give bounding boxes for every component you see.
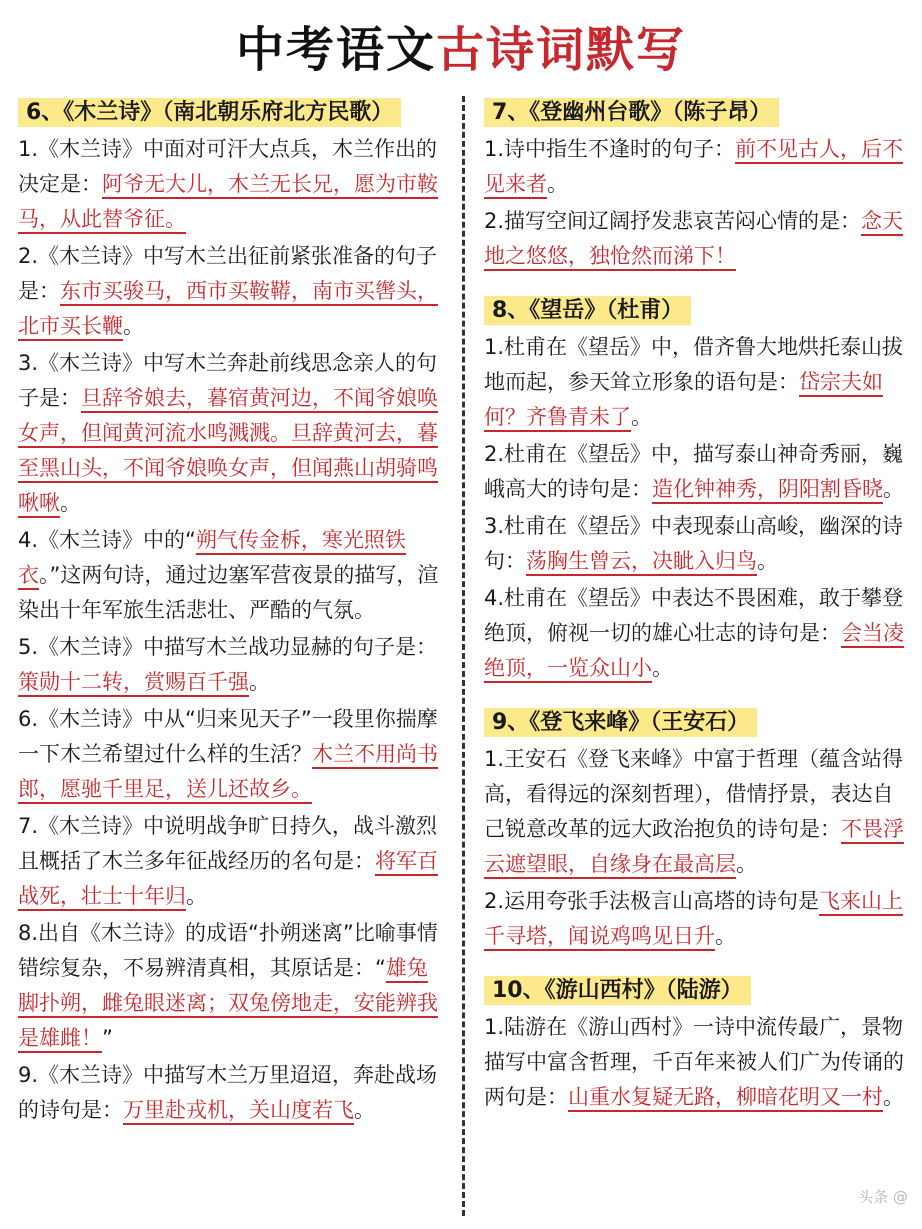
question-item bbox=[484, 437, 904, 507]
question-text: 1.《木兰诗》中面对可汗大点兵，木兰作出的决定是： bbox=[18, 137, 438, 196]
section-heading-row bbox=[484, 294, 904, 328]
question-item bbox=[484, 330, 904, 435]
page-title bbox=[0, 18, 922, 82]
question-item bbox=[484, 509, 904, 579]
question-tail: 。 bbox=[249, 670, 270, 694]
question-text: 1.陆游在《游山西村》一诗中流传最广，景物描写中富含哲理，千百年来被人们广为传诵的两句是： bbox=[484, 1015, 904, 1109]
question-tail: 。 bbox=[883, 477, 904, 501]
title-black: 中考语文 bbox=[235, 22, 436, 78]
question-item bbox=[18, 523, 440, 628]
answer-text: 策勋十二转，赏赐百千强 bbox=[18, 670, 249, 694]
title-red: 古诗词默写 bbox=[436, 22, 687, 78]
section-heading-row bbox=[484, 974, 904, 1008]
question-text: 2.《木兰诗》中写木兰出征前紧张准备的句子是： bbox=[18, 244, 438, 303]
left-column bbox=[18, 96, 440, 1148]
question-item bbox=[18, 916, 440, 1056]
question-tail: 。 bbox=[652, 656, 673, 680]
question-tail: 。 bbox=[631, 405, 652, 429]
question-item bbox=[484, 1010, 904, 1115]
question-item bbox=[18, 132, 440, 237]
question-tail: 。 bbox=[60, 491, 81, 515]
question-tail: 。 bbox=[186, 884, 207, 908]
answer-text: 飞来山上千寻塔，闻说鸡鸣见日升 bbox=[484, 889, 904, 948]
question-text: 4.杜甫在《望岳》中表达不畏困难，敢于攀登绝顶，俯视一切的雄心壮志的诗句是： bbox=[484, 586, 904, 645]
question-item bbox=[18, 809, 440, 914]
question-item bbox=[484, 204, 904, 274]
question-text: 6.《木兰诗》中从“归来见天子”一段里你揣摩一下木兰希望过什么样的生活？ bbox=[18, 707, 438, 766]
question-tail: 。 bbox=[883, 1085, 904, 1109]
answer-text: 不畏浮云遮望眼，自缘身在最高层 bbox=[484, 817, 904, 876]
answer-text: 雄兔脚扑朔，雌兔眼迷离；双兔傍地走，安能辨我是雄雌！ bbox=[18, 956, 438, 1050]
poem-section bbox=[484, 706, 904, 954]
question-text: 1.杜甫在《望岳》中，借齐鲁大地烘托泰山拔地而起，参天耸立形象的语句是： bbox=[484, 335, 904, 394]
question-tail: ” bbox=[102, 1026, 113, 1050]
answer-text: 木兰不用尚书郎，愿驰千里足，送儿还故乡。 bbox=[18, 742, 438, 801]
section-heading: 9、《登飞来峰》（王安石） bbox=[484, 708, 757, 737]
answer-text: 旦辞爷娘去，暮宿黄河边，不闻爷娘唤女声，但闻黄河流水鸣溅溅。旦辞黄河去，暮至黑山头，不闻爷娘唤女声，但闻燕山胡骑鸣啾啾 bbox=[18, 386, 438, 515]
poem-section bbox=[484, 294, 904, 686]
question-item bbox=[484, 581, 904, 686]
question-item bbox=[18, 346, 440, 521]
question-text: 3.杜甫在《望岳》中表现泰山高峻，幽深的诗句： bbox=[484, 514, 904, 573]
answer-text: 岱宗夫如何？齐鲁青未了 bbox=[484, 370, 883, 429]
answer-text: 念天地之悠悠，独怆然而涕下！ bbox=[484, 209, 904, 268]
answer-text: 万里赴戎机，关山度若飞 bbox=[123, 1098, 354, 1122]
question-item bbox=[484, 884, 904, 954]
question-text: 7.《木兰诗》中说明战争旷日持久，战斗激烈且概括了木兰多年征战经历的名句是： bbox=[18, 814, 438, 873]
answer-text: 朔气传金柝，寒光照铁衣 bbox=[18, 528, 406, 587]
answer-text: 东市买骏马，西市买鞍鞯，南市买辔头，北市买长鞭 bbox=[18, 279, 438, 338]
poem-section bbox=[18, 96, 440, 1128]
question-item bbox=[484, 742, 904, 882]
question-item bbox=[18, 702, 440, 807]
question-tail: 。 bbox=[736, 852, 757, 876]
question-item bbox=[18, 1058, 440, 1128]
question-text: 1.王安石《登飞来峰》中富于哲理（蕴含站得高，看得远的深刻哲理），借情抒景，表达自己锐意改革的远大政治抱负的诗句是： bbox=[484, 747, 904, 841]
question-tail: 。 bbox=[715, 924, 736, 948]
section-heading-row bbox=[18, 96, 440, 130]
question-tail: 。 bbox=[547, 172, 568, 196]
question-text: 2.杜甫在《望岳》中，描写泰山神奇秀丽，巍峨高大的诗句是： bbox=[484, 442, 904, 501]
section-heading: 6、《木兰诗》（南北朝乐府北方民歌） bbox=[18, 98, 401, 127]
question-tail: 。”这两句诗，通过边塞军营夜景的描写，渲染出十年军旅生活悲壮、严酷的气氛。 bbox=[18, 563, 439, 622]
question-tail: 。 bbox=[123, 314, 144, 338]
question-item bbox=[484, 132, 904, 202]
question-text: 8.出自《木兰诗》的成语“扑朔迷离”比喻事情错综复杂，不易辨清真相，其原话是：“ bbox=[18, 921, 438, 980]
poem-section bbox=[484, 974, 904, 1115]
section-heading: 10、《游山西村》（陆游） bbox=[484, 976, 751, 1005]
question-tail: 。 bbox=[354, 1098, 375, 1122]
answer-text: 山重水复疑无路，柳暗花明又一村 bbox=[568, 1085, 883, 1109]
answer-text: 将军百战死，壮士十年归 bbox=[18, 849, 438, 908]
question-text: 1.诗中指生不逢时的句子： bbox=[484, 137, 736, 161]
answer-text: 前不见古人，后不见来者 bbox=[484, 137, 904, 196]
right-column bbox=[484, 96, 904, 1135]
section-heading-row bbox=[484, 706, 904, 740]
answer-text: 会当凌绝顶，一览众山小 bbox=[484, 621, 904, 680]
question-tail: 。 bbox=[757, 549, 778, 573]
answer-text: 造化钟神秀，阴阳割昏晓 bbox=[652, 477, 883, 501]
watermark: 头条 @ bbox=[858, 1188, 908, 1206]
question-item bbox=[18, 630, 440, 700]
question-text: 5.《木兰诗》中描写木兰战功显赫的句子是： bbox=[18, 635, 438, 659]
section-heading: 8、《望岳》（杜甫） bbox=[484, 296, 691, 325]
question-text: 2.描写空间辽阔抒发悲哀苦闷心情的是： bbox=[484, 209, 862, 233]
section-heading: 7、《登幽州台歌》（陈子昂） bbox=[484, 98, 779, 127]
section-heading-row bbox=[484, 96, 904, 130]
answer-text: 阿爷无大儿，木兰无长兄，愿为市鞍马，从此替爷征。 bbox=[18, 172, 438, 231]
column-divider bbox=[462, 96, 465, 1216]
question-text: 4.《木兰诗》中的“ bbox=[18, 528, 196, 552]
answer-text: 荡胸生曾云，决眦入归鸟 bbox=[526, 549, 757, 573]
question-text: 3.《木兰诗》中写木兰奔赴前线思念亲人的句子是： bbox=[18, 351, 438, 410]
question-text: 2.运用夸张手法极言山高塔的诗句是 bbox=[484, 889, 820, 913]
poem-section bbox=[484, 96, 904, 274]
question-text: 9.《木兰诗》中描写木兰万里迢迢，奔赴战场的诗句是： bbox=[18, 1063, 438, 1122]
question-item bbox=[18, 239, 440, 344]
